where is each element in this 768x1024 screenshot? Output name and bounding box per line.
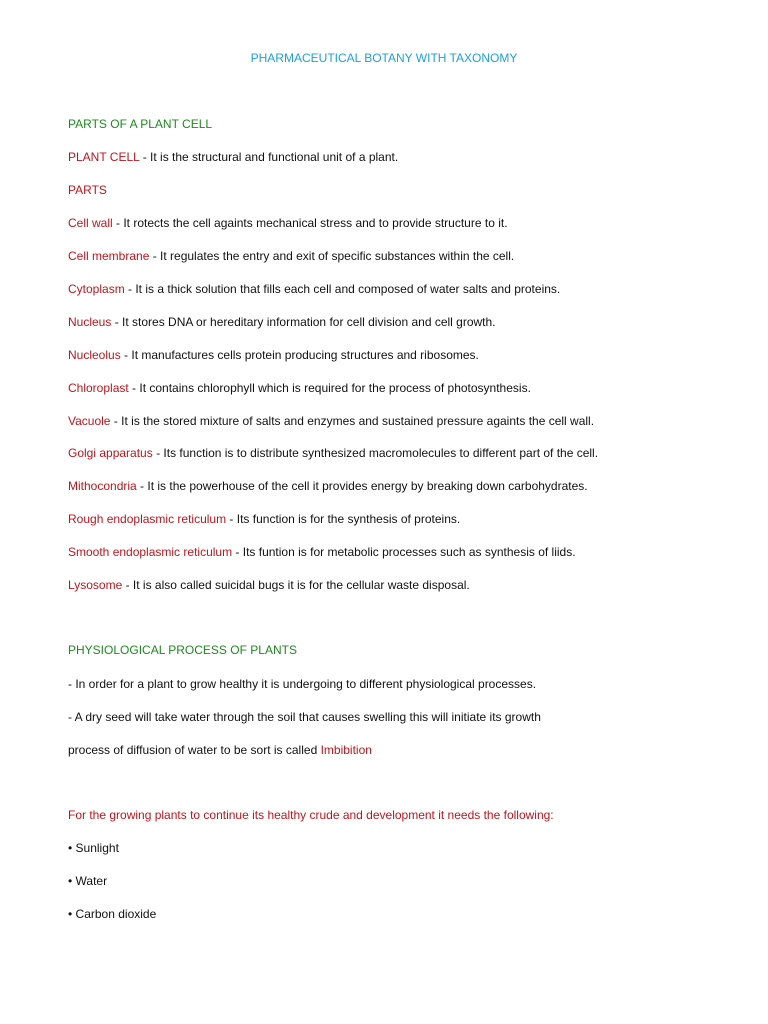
part-term: Chloroplast: [68, 381, 129, 395]
part-term: Cell membrane: [68, 249, 150, 263]
part-term: Mithocondria: [68, 479, 137, 493]
part-cell-membrane: [68, 249, 514, 263]
part-term: Vacuole: [68, 414, 111, 428]
process-paragraph-2: - A dry seed will take water through the soil that causes swelling this will initiate its growth: [68, 710, 541, 724]
part-term: Nucleus: [68, 315, 112, 329]
list-item-carbon-dioxide: • Carbon dioxide: [68, 907, 157, 921]
part-definition: - It regulates the entry and exit of specific substances within the cell.: [149, 249, 515, 263]
part-definition: - It rotects the cell againts mechanical stress and to provide structure to it.: [112, 216, 508, 230]
part-lysosome: [68, 578, 470, 592]
part-definition: - It is the stored mixture of salts and enzymes and sustained pressure againts the cell wall.: [110, 414, 595, 428]
part-smooth-er: [68, 545, 576, 559]
part-term: Lysosome: [68, 578, 123, 592]
part-nucleolus: [68, 348, 479, 362]
part-term: Golgi apparatus: [68, 446, 153, 460]
part-definition: - It is a thick solution that fills each cell and composed of water salts and proteins.: [124, 282, 561, 296]
part-definition: - Its function is for the synthesis of proteins.: [226, 512, 461, 526]
part-term: Rough endoplasmic reticulum: [68, 512, 227, 526]
part-rough-er: [68, 512, 460, 526]
part-definition: - Its funtion is for metabolic processes such as synthesis of liids.: [232, 545, 576, 559]
term-plant-cell: PLANT CELL: [68, 150, 140, 164]
part-chloroplast: [68, 381, 531, 395]
section-heading-physiological-process: PHYSIOLOGICAL PROCESS OF PLANTS: [68, 643, 297, 657]
term-imbibition: Imbibition: [320, 743, 372, 757]
part-term: Nucleolus: [68, 348, 121, 362]
part-vacuole: [68, 414, 594, 428]
document-title: PHARMACEUTICAL BOTANY WITH TAXONOMY: [250, 51, 518, 65]
part-mithocondria: [68, 479, 588, 493]
part-definition: - It stores DNA or hereditary information for cell division and cell growth.: [111, 315, 496, 329]
part-definition: - It contains chlorophyll which is required for the process of photosynthesis.: [128, 381, 531, 395]
part-term: Cytoplasm: [68, 282, 125, 296]
part-cytoplasm: [68, 282, 560, 296]
list-item-sunlight: • Sunlight: [68, 841, 119, 855]
part-nucleus: [68, 315, 496, 329]
definition-plant-cell: [68, 150, 398, 164]
definition-text: - It is the structural and functional unit of a plant.: [139, 150, 399, 164]
parts-heading: PARTS: [68, 183, 107, 197]
part-definition: - It manufactures cells protein producing structures and ribosomes.: [120, 348, 479, 362]
part-definition: - It is the powerhouse of the cell it provides energy by breaking down carbohydrates.: [136, 479, 588, 493]
list-item-water: • Water: [68, 874, 108, 888]
part-term: Smooth endoplasmic reticulum: [68, 545, 233, 559]
needs-heading: For the growing plants to continue its healthy crude and development it needs the following:: [68, 808, 554, 822]
part-definition: - Its function is to distribute synthesized macromolecules to different part of the cell.: [152, 446, 599, 460]
part-term: Cell wall: [68, 216, 113, 230]
part-golgi-apparatus: [68, 446, 598, 460]
process-text: process of diffusion of water to be sort is called: [68, 743, 321, 757]
section-heading-parts-of-plant-cell: PARTS OF A PLANT CELL: [68, 117, 213, 131]
process-paragraph-3: [68, 743, 372, 757]
process-paragraph-1: - In order for a plant to grow healthy it is undergoing to different physiological processes.: [68, 677, 537, 691]
part-cell-wall: [68, 216, 508, 230]
part-definition: - It is also called suicidal bugs it is for the cellular waste disposal.: [122, 578, 470, 592]
